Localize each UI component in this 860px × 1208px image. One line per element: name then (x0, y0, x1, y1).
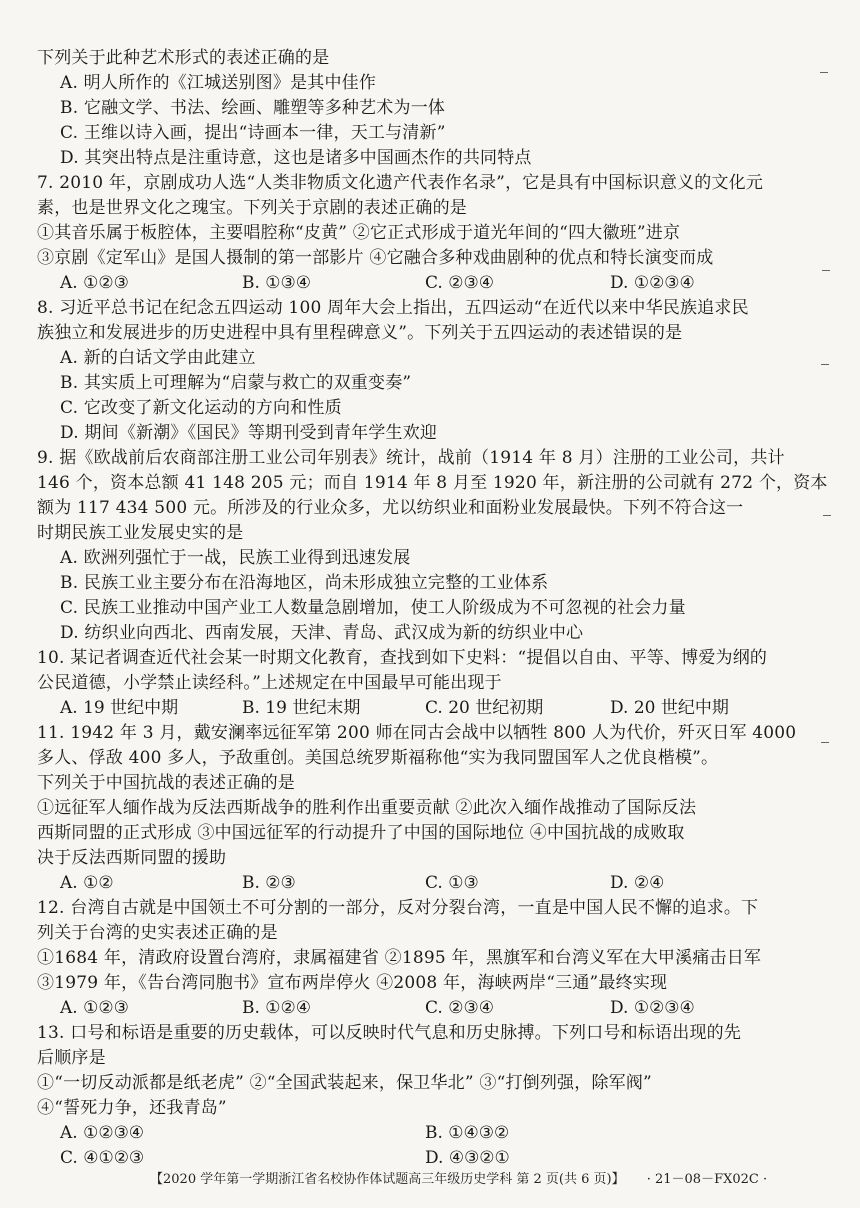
q13-line-3: ①“一切反动派都是纸老虎” ②“全国武装起来，保卫华北” ③“打倒列强，除军阀” (37, 1073, 652, 1093)
q10-line-1: 10. 某记者调查近代社会某一时期文化教育，查找到如下史料：“提倡以自由、平等、博爱为纲的 (37, 648, 768, 668)
q9-option-b: B. 民族工业主要分布在沿海地区，尚未形成独立完整的工业体系 (60, 573, 549, 593)
margin-mark (821, 364, 829, 365)
q13-option-b: B. ①④③② (425, 1123, 510, 1143)
q11-option-b: B. ②③ (242, 873, 296, 893)
q12-option-a: A. ①②③ (60, 998, 129, 1018)
q11-option-d: D. ②④ (610, 873, 665, 893)
q13-option-a: A. ①②③④ (60, 1123, 145, 1143)
q6-stem: 下列关于此种艺术形式的表述正确的是 (37, 48, 330, 68)
q10-option-d: D. 20 世纪中期 (610, 698, 729, 718)
q7-option-b: B. ①③④ (242, 273, 312, 293)
q11-option-a: A. ①② (60, 873, 114, 893)
q7-option-a: A. ①②③ (60, 273, 129, 293)
margin-mark (822, 270, 830, 271)
q13-option-c: C. ④①②③ (60, 1148, 145, 1168)
q12-option-d: D. ①②③④ (610, 998, 695, 1018)
q10-option-b: B. 19 世纪末期 (242, 698, 361, 718)
q9-line-2: 146 个，资本总额 41 148 205 元；而自 1914 年 8 月至 1920 年，新注册的公司就有 272 个，资本 (37, 473, 828, 493)
q13-line-1: 13. 口号和标语是重要的历史载体，可以反映时代气息和历史脉搏。下列口号和标语出现的先 (37, 1023, 742, 1043)
q10-option-a: A. 19 世纪中期 (60, 698, 179, 718)
q9-line-1: 9. 据《欧战前后农商部注册工业公司年别表》统计，战前（1914 年 8 月）注册的工业公司，共计 (37, 448, 785, 468)
q7-option-d: D. ①②③④ (610, 273, 695, 293)
q7-line-4: ③京剧《定军山》是国人摄制的第一部影片 ④它融合多种戏曲剧种的优点和特长演变而成 (37, 248, 714, 268)
q7-option-c: C. ②③④ (425, 273, 494, 293)
footer-code: · 21－08－FX02C · (646, 1172, 768, 1187)
q8-line-1: 8. 习近平总书记在纪念五四运动 100 周年大会上指出，五四运动“在近代以来中华民族追求民 (37, 298, 749, 318)
q11-line-1: 11. 1942 年 3 月，戴安澜率远征军第 200 师在同古会战中以牺牲 800 人为代价，歼灭日军 4000 (37, 723, 797, 743)
q12-line-4: ③1979 年，《告台湾同胞书》宣布两岸停火 ④2008 年，海峡两岸“三通”最终实现 (37, 973, 668, 993)
q7-line-1: 7. 2010 年，京剧成功人选“人类非物质文化遗产代表作名录”，它是具有中国标识意义的文化元 (37, 173, 764, 193)
margin-mark (823, 515, 831, 516)
q9-line-4: 时期民族工业发展史实的是 (37, 523, 244, 543)
q6-option-c: C. 王维以诗入画，提出“诗画本一律，天工与清新” (60, 123, 446, 143)
q8-option-d: D. 期间《新潮》《国民》等期刊受到青年学生欢迎 (60, 423, 438, 443)
q6-option-d: D. 其突出特点是注重诗意，这也是诸多中国画杰作的共同特点 (60, 148, 532, 168)
q12-line-2: 列关于台湾的史实表述正确的是 (37, 923, 278, 943)
q12-option-c: C. ②③④ (425, 998, 494, 1018)
q8-option-a: A. 新的白话文学由此建立 (60, 348, 256, 368)
q9-line-3: 额为 117 434 500 元。所涉及的行业众多，尤以纺织业和面粉业发展最快。下列不符合这一 (37, 498, 744, 518)
q10-line-2: 公民道德，小学禁止读经科。”上述规定在中国最早可能出现于 (37, 673, 502, 693)
q8-option-b: B. 其实质上可理解为“启蒙与救亡的双重变奏” (60, 373, 412, 393)
q9-option-a: A. 欧洲列强忙于一战，民族工业得到迅速发展 (60, 548, 411, 568)
page-footer (150, 1168, 767, 1187)
q7-line-2: 素，也是世界文化之瑰宝。下列关于京剧的表述正确的是 (37, 198, 467, 218)
q11-line-4: ①远征军人缅作战为反法西斯战争的胜利作出重要贡献 ②此次入缅作战推动了国际反法 (37, 798, 697, 818)
q7-line-3: ①其音乐属于板腔体，主要唱腔称“皮黄” ②它正式形成于道光年间的“四大徽班”进京 (37, 223, 681, 243)
q13-line-4: ④“誓死力争，还我青岛” (37, 1098, 227, 1118)
q10-option-c: C. 20 世纪初期 (425, 698, 544, 718)
footer-text: 【2020 学年第一学期浙江省名校协作体试题高三年级历史学科 第 2 页(共 6 页)】 (150, 1172, 625, 1187)
q12-option-b: B. ①②④ (242, 998, 312, 1018)
margin-mark (820, 72, 828, 73)
q12-line-3: ①1684 年，清政府设置台湾府，隶属福建省 ②1895 年，黑旗军和台湾义军在大甲溪痛击日军 (37, 948, 762, 968)
q6-option-b: B. 它融文学、书法、绘画、雕塑等多种艺术为一体 (60, 98, 446, 118)
q6-option-a: A. 明人所作的《江城送别图》是其中佳作 (60, 73, 377, 93)
q8-line-2: 族独立和发展进步的历史进程中具有里程碑意义”。下列关于五四运动的表述错误的是 (37, 323, 683, 343)
q9-option-c: C. 民族工业推动中国产业工人数量急剧增加，使工人阶级成为不可忽视的社会力量 (60, 598, 686, 618)
q13-option-d: D. ④③②① (425, 1148, 510, 1168)
q11-line-6: 决于反法西斯同盟的援助 (37, 848, 227, 868)
q11-line-5: 西斯同盟的正式形成 ③中国远征军的行动提升了中国的国际地位 ④中国抗战的成败取 (37, 823, 685, 843)
q11-line-3: 下列关于中国抗战的表述正确的是 (37, 773, 295, 793)
q13-line-2: 后顺序是 (37, 1048, 106, 1068)
q8-option-c: C. 它改变了新文化运动的方向和性质 (60, 398, 342, 418)
margin-mark (821, 742, 829, 743)
q12-line-1: 12. 台湾自古就是中国领土不可分割的一部分，反对分裂台湾，一直是中国人民不懈的追求。下 (37, 898, 759, 918)
q9-option-d: D. 纺织业向西北、西南发展，天津、青岛、武汉成为新的纺织业中心 (60, 623, 584, 643)
q11-option-c: C. ①③ (425, 873, 479, 893)
q11-line-2: 多人、俘敌 400 多人，予敌重创。美国总统罗斯福称他“实为我同盟国军人之优良楷模”。 (37, 748, 719, 768)
